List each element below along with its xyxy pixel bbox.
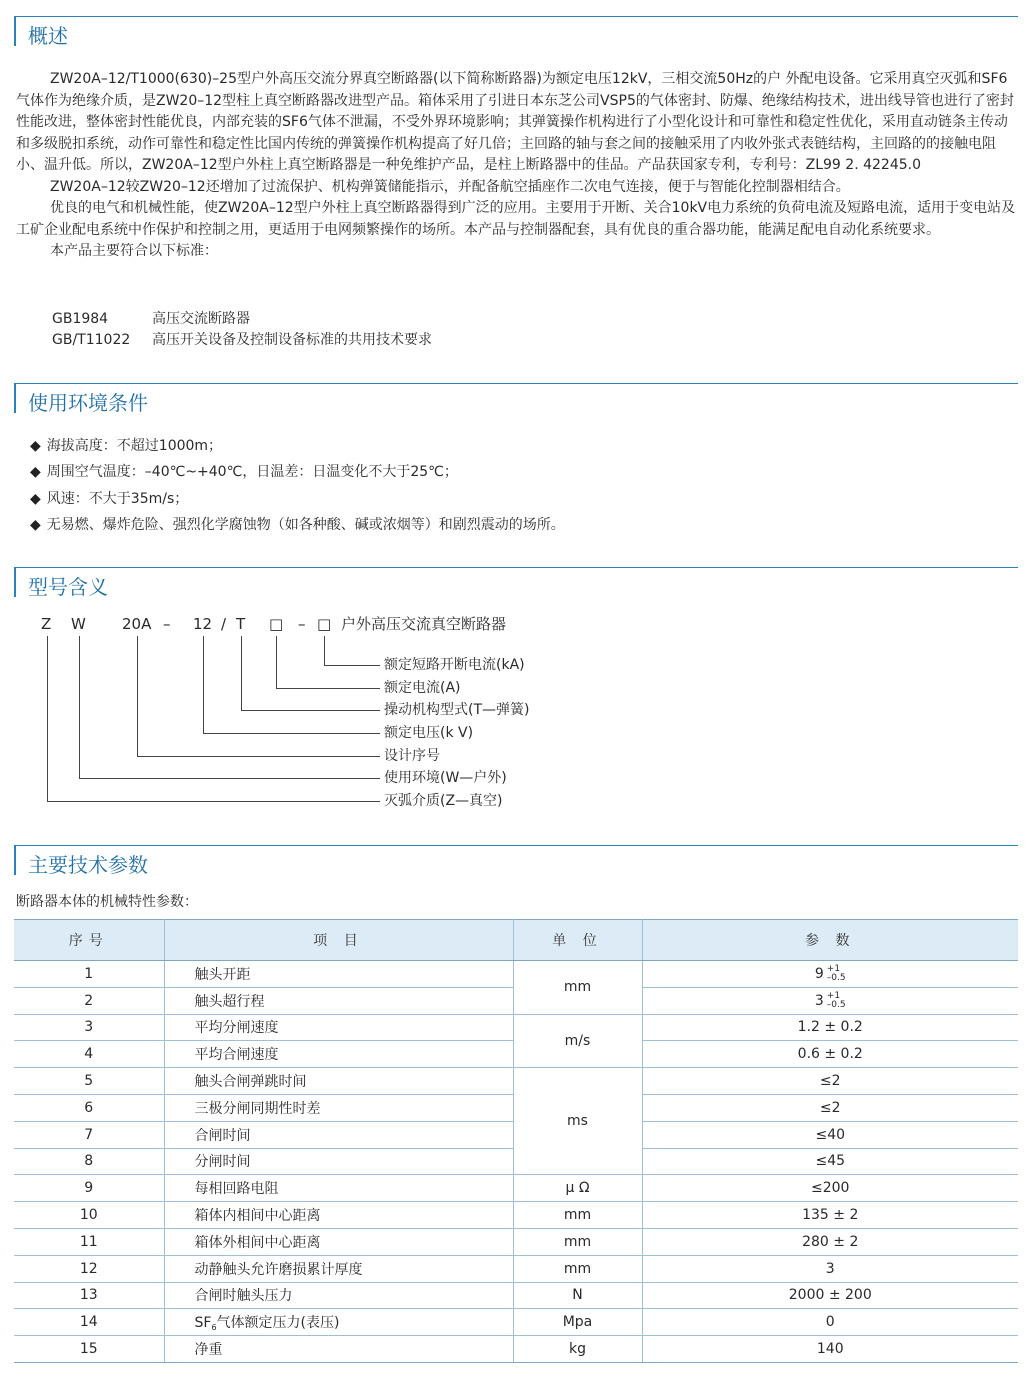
model-part-design: 20A: [122, 615, 152, 633]
connector-line: [79, 636, 80, 779]
header-accent-bar: [14, 845, 16, 875]
model-label-environment: 使用环境(W—户外): [384, 770, 507, 786]
column-header-value: 参 数: [642, 920, 1018, 961]
header-rule: [14, 16, 1018, 17]
model-part-dash: –: [163, 615, 171, 633]
row-no: 8: [14, 1148, 164, 1175]
row-value: [642, 987, 1018, 1014]
model-suffix: 户外高压交流真空断路器: [341, 615, 507, 633]
row-item: 三极分闸同期性时差: [164, 1094, 513, 1121]
model-label-medium: 灭弧介质(Z—真空): [384, 793, 503, 809]
row-value-main: 9: [814, 965, 824, 982]
header-accent-bar: [14, 567, 16, 597]
row-value: ≤200: [642, 1175, 1018, 1202]
row-unit: mm: [513, 1255, 642, 1282]
diamond-bullet-icon: ◆: [30, 464, 41, 480]
standard-code: GB1984: [52, 311, 109, 327]
row-no: 3: [14, 1014, 164, 1041]
connector-line: [241, 710, 380, 711]
overview-paragraph: 优良的电气和机械性能，使ZW20A–12型户外柱上真空断路器得到广泛的应用。主要用于开断、关合10kV电力系统的负荷电流及短路电流，适用于变电站及工矿企业配电系统中作保护和控制之用，更适用于电网频繁操作的场所。本产品与控制器配套，具有优良的重合器功能，能满足配电自动化系统要求。: [16, 200, 1016, 238]
row-item: 净重: [164, 1336, 513, 1363]
row-no: 6: [14, 1094, 164, 1121]
row-unit: ms: [513, 1068, 642, 1175]
column-header-item: 项 目: [164, 920, 513, 961]
diamond-bullet-icon: ◆: [30, 517, 41, 533]
column-header-no: 序号: [14, 920, 164, 961]
column-header-unit: 单 位: [513, 920, 642, 961]
connector-line: [203, 636, 204, 734]
row-item: [164, 1309, 513, 1336]
model-label-design: 设计序号: [384, 748, 440, 764]
row-unit: m/s: [513, 1014, 642, 1068]
model-part-current-box: □: [269, 615, 284, 633]
connector-line: [47, 801, 380, 802]
row-item: 触头超行程: [164, 987, 513, 1014]
environment-item: [30, 489, 188, 509]
row-no: 2: [14, 987, 164, 1014]
connector-line: [324, 665, 380, 666]
tolerance-lower: –0.5: [826, 999, 846, 1010]
row-item: 触头合闸弹跳时间: [164, 1068, 513, 1095]
connector-line: [79, 778, 380, 779]
row-item: 箱体外相间中心距离: [164, 1228, 513, 1255]
connector-line: [276, 636, 277, 689]
standard-name: 高压交流断路器: [152, 311, 250, 327]
connector-line: [203, 733, 380, 734]
sf6-subscript: 6: [211, 1323, 217, 1333]
table-row: [14, 1336, 1018, 1363]
model-label-voltage: 额定电压(k V): [384, 725, 474, 741]
standards-intro: 本产品主要符合以下标准：: [50, 243, 218, 259]
row-no: 13: [14, 1282, 164, 1309]
row-unit: μ Ω: [513, 1175, 642, 1202]
environment-item-text: 周围空气温度：–40℃~+40℃，日温差：日温变化不大于25℃；: [46, 464, 458, 480]
model-part-mechanism: T: [236, 615, 246, 633]
model-part-slash: /: [221, 615, 227, 633]
connector-line: [137, 636, 138, 757]
header-accent-bar: [14, 383, 16, 413]
row-no: 10: [14, 1202, 164, 1229]
tolerance-upper: +1: [826, 990, 841, 1001]
row-unit: Mpa: [513, 1309, 642, 1336]
tolerance-lower: –0.5: [826, 972, 846, 983]
row-unit: mm: [513, 961, 642, 1015]
row-item: 箱体内相间中心距离: [164, 1202, 513, 1229]
header-rule: [14, 845, 1018, 846]
diamond-bullet-icon: ◆: [30, 438, 41, 454]
table-row: [14, 961, 1018, 988]
row-item: 合闸时触头压力: [164, 1282, 513, 1309]
model-label-mechanism: 操动机构型式(T—弹簧): [384, 702, 530, 718]
tolerance: [827, 992, 846, 1010]
table-row: [14, 1175, 1018, 1202]
row-no: 15: [14, 1336, 164, 1363]
sf6-prefix: SF: [194, 1315, 212, 1332]
connector-line: [276, 688, 380, 689]
environment-item-text: 风速：不大于35m/s；: [46, 491, 189, 507]
tolerance: [827, 965, 846, 983]
row-item: 动静触头允许磨损累计厚度: [164, 1255, 513, 1282]
row-item: 合闸时间: [164, 1121, 513, 1148]
row-value: 280 ± 2: [642, 1228, 1018, 1255]
environment-heading: 使用环境条件: [28, 391, 148, 415]
row-value: 0.6 ± 0.2: [642, 1041, 1018, 1068]
row-no: 12: [14, 1255, 164, 1282]
specs-heading: 主要技术参数: [28, 853, 148, 877]
standard-item: [52, 330, 432, 352]
row-no: 1: [14, 961, 164, 988]
row-no: 7: [14, 1121, 164, 1148]
table-row: [14, 1202, 1018, 1229]
overview-paragraph: ZW20A–12较ZW20–12还增加了过流保护、机构弹簧储能指示，并配备航空插座作二次电气连接，便于与智能化控制器相结合。: [50, 178, 850, 195]
header-rule: [14, 567, 1018, 568]
overview-heading: 概述: [28, 24, 68, 48]
table-row: [14, 1255, 1018, 1282]
row-no: 11: [14, 1228, 164, 1255]
model-part-w: W: [71, 615, 86, 633]
standard-code: GB/T11022: [52, 332, 131, 348]
row-unit: mm: [513, 1228, 642, 1255]
row-value: ≤45: [642, 1148, 1018, 1175]
specs-intro: 断路器本体的机械特性参数：: [16, 894, 198, 910]
row-value: [642, 961, 1018, 988]
environment-item-text: 海拔高度：不超过1000m；: [46, 438, 223, 454]
model-label-rated-current: 额定电流(A): [384, 680, 461, 696]
standard-item: [52, 309, 250, 331]
table-row: [14, 1068, 1018, 1095]
environment-item: [30, 436, 222, 456]
table-row: [14, 1309, 1018, 1336]
row-no: 4: [14, 1041, 164, 1068]
tolerance-upper: +1: [826, 963, 841, 974]
connector-line: [241, 636, 242, 711]
row-value: 135 ± 2: [642, 1202, 1018, 1229]
header-rule: [14, 383, 1018, 384]
row-value: 1.2 ± 0.2: [642, 1014, 1018, 1041]
environment-item: [30, 462, 458, 482]
row-item: 平均分闸速度: [164, 1014, 513, 1041]
row-no: 5: [14, 1068, 164, 1095]
row-unit: kg: [513, 1336, 642, 1363]
model-part-dash: –: [298, 615, 306, 633]
model-part-breaking-box: □: [317, 615, 332, 633]
row-value: 0: [642, 1309, 1018, 1336]
table-row: [14, 1014, 1018, 1041]
spec-table: [14, 919, 1018, 1363]
table-row: [14, 1228, 1018, 1255]
table-header-row: [14, 920, 1018, 961]
header-accent-bar: [14, 16, 16, 46]
row-item: 平均合闸速度: [164, 1041, 513, 1068]
environment-item: [30, 515, 565, 535]
overview-paragraph: ZW20A–12/T1000(630)–25型户外高压交流分界真空断路器(以下简称断路器)为额定电压12kV，三相交流50Hz的户 外配电设备。它采用真空灭弧和SF6气体作为绝缘介质，是ZW20–12型柱上真空断路器改进型产品。箱体采用了引进日本东芝公司VSP5的气体密封、防爆、绝缘结构技术，进出线导管也进行了密封性能改进，整体密封性能优良，内部充装的SF6气体不泄漏，不受外界环境影响；其弹簧操作机构进行了小型化设计和可靠性和稳定性优化，采用直动链条主传动和多级脱扣系统，动作可靠性和稳定性比国内传统的弹簧操作机构提高了好几倍；主回路的轴与套之间的接触采用了内收外张式表链结构，主回路的的接触电阻小、温升低。所以，ZW20A–12型户外柱上真空断路器是一种免维护产品，是柱上断路器中的佳品。产品获国家专利，专利号：ZL99 2. 42245.0: [16, 71, 1014, 173]
table-row: [14, 1282, 1018, 1309]
row-value: 2000 ± 200: [642, 1282, 1018, 1309]
row-item: 分闸时间: [164, 1148, 513, 1175]
row-unit: mm: [513, 1202, 642, 1229]
row-value: 3: [642, 1255, 1018, 1282]
row-value: ≤40: [642, 1121, 1018, 1148]
connector-line: [137, 756, 380, 757]
connector-line: [324, 636, 325, 666]
row-value: ≤2: [642, 1068, 1018, 1095]
model-heading: 型号含义: [28, 575, 108, 599]
row-item-text: 气体额定压力(表压): [216, 1315, 340, 1332]
row-value: ≤2: [642, 1094, 1018, 1121]
row-item: 每相回路电阻: [164, 1175, 513, 1202]
row-item: 触头开距: [164, 961, 513, 988]
model-label-breaking-current: 额定短路开断电流(kA): [384, 657, 525, 673]
row-value: 140: [642, 1336, 1018, 1363]
connector-line: [47, 636, 48, 802]
model-part-z: Z: [41, 615, 52, 633]
row-value-main: 3: [814, 992, 824, 1009]
row-unit: N: [513, 1282, 642, 1309]
row-no: 14: [14, 1309, 164, 1336]
row-no: 9: [14, 1175, 164, 1202]
standard-name: 高压开关设备及控制设备标准的共用技术要求: [152, 332, 432, 348]
overview-body: [16, 69, 1020, 263]
model-part-voltage: 12: [193, 615, 213, 633]
diamond-bullet-icon: ◆: [30, 491, 41, 507]
environment-item-text: 无易燃、爆炸危险、强烈化学腐蚀物（如各种酸、碱或浓烟等）和剧烈震动的场所。: [46, 517, 565, 533]
